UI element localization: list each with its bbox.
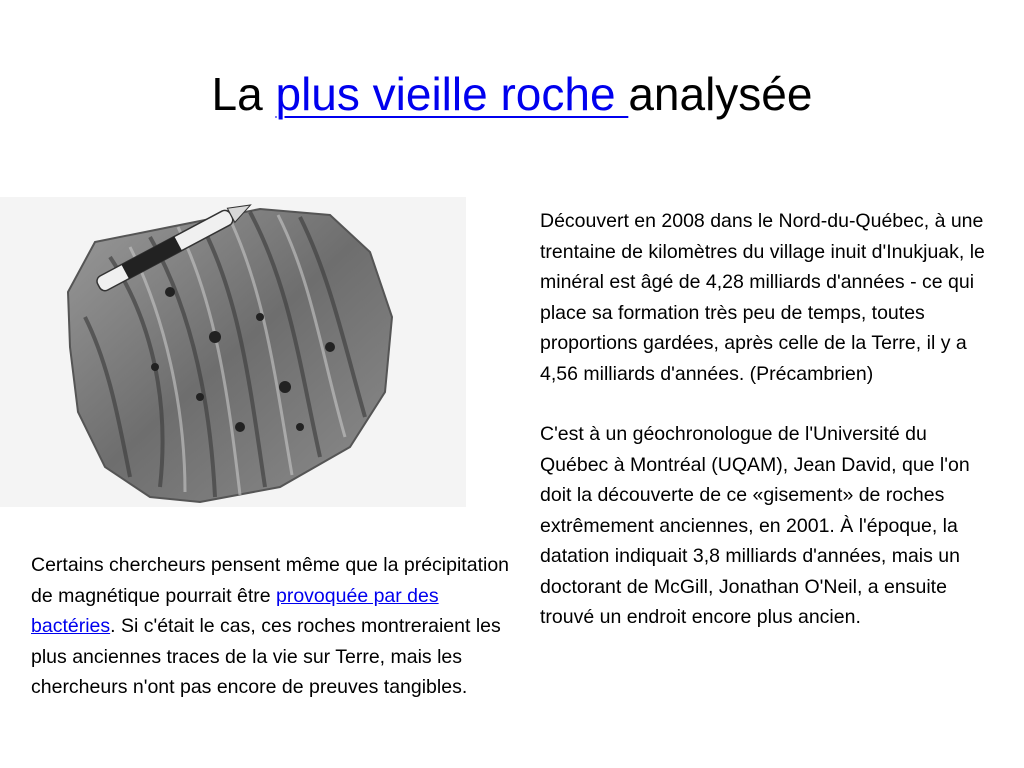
paragraph-researchers: C'est à un géochronologue de l'Université du Québec à Montréal (UQAM), Jean David, que l'on doit la découverte de ce «gisement» de roches extrêmement anciennes, en 2001. À l'époque, la datation indiquait 3,8 milliards d'années, mais un doctorant de McGill, Jonathan O'Neil, a ensuite trouvé un endroit encore plus ancien.: [540, 423, 970, 628]
bacteria-link[interactable]: provoquée par des bactéries: [31, 584, 439, 637]
rock-photo-icon: [0, 197, 466, 507]
rock-photo: [0, 197, 466, 507]
left-text-before-link: Certains chercheurs pensent même que la précipitation de magnétique pourrait être: [31, 554, 510, 607]
title-link[interactable]: plus vieille roche: [275, 68, 629, 120]
left-text-block: [31, 550, 511, 703]
paragraph-discovery: Découvert en 2008 dans le Nord-du-Québec, à une trentaine de kilomètres du village inuit d'Inukjuak, le minéral est âgé de 4,28 milliards d'années - ce qui place sa formation très peu de temps, toutes proportions gardées, après celle de la Terre, il y a 4,56 milliards d'années. (Précambrien): [540, 210, 985, 385]
slide-title: [0, 64, 1024, 124]
title-suffix: analysée: [628, 68, 813, 120]
title-prefix: La: [211, 68, 276, 120]
left-text-after-link: . Si c'était le cas, ces roches montreraient les plus anciennes traces de la vie sur Terre, mais les chercheurs n'ont pas encore de preuves tangibles.: [31, 615, 501, 698]
right-text-block: [540, 206, 990, 633]
